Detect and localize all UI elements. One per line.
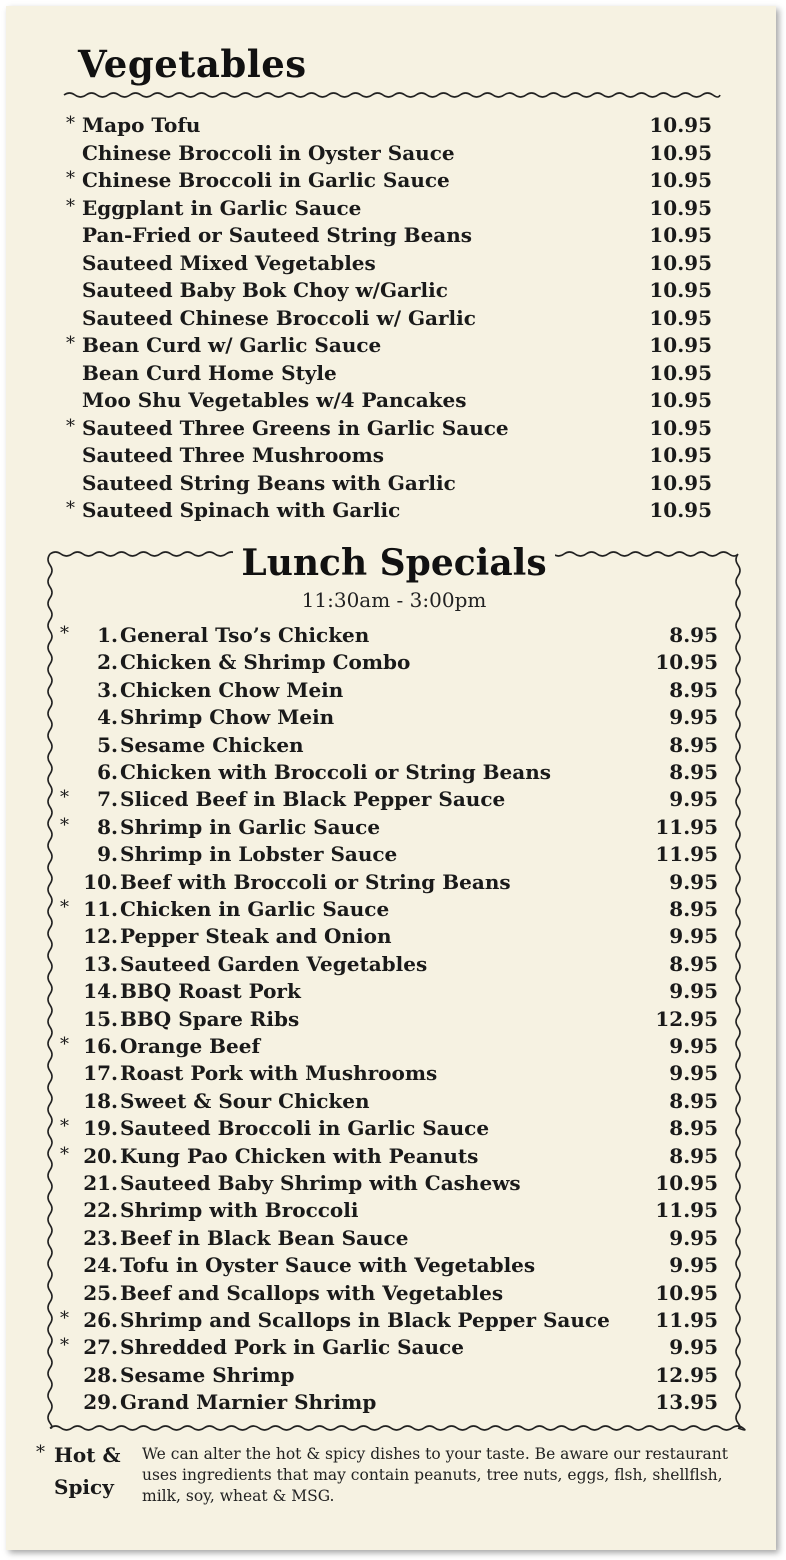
lunch-item [60,1280,728,1307]
item-number: 4. [97,705,118,730]
spicy-marker: * [66,168,75,189]
item-number: 9. [97,842,118,867]
item-name: Shrimp in Lobster Sauce [120,842,398,867]
item-price: 11.95 [655,1198,718,1223]
item-price: 9.95 [669,1034,718,1058]
item-name: Shrimp in Garlic Sauce [120,814,381,839]
item-price: 10.95 [655,1171,718,1195]
lunch-item [60,869,728,896]
item-number: 2. [97,650,118,675]
spicy-marker: * [66,195,75,217]
item-price: 10.95 [649,168,712,192]
lunch-hours: 11:30am - 3:00pm [301,588,487,612]
lunch-item [60,622,728,649]
spicy-marker: * [60,1335,69,1357]
item-number: 19. [83,1116,118,1141]
item-number: 10. [83,869,118,894]
item-number: 24. [83,1253,118,1278]
lunch-item [60,1115,728,1142]
item-name: Roast Pork with Mushrooms [120,1061,438,1086]
item-number: 1. [97,623,118,647]
item-price: 10.95 [649,470,712,495]
item-name: Beef with Broccoli or String Beans [120,869,511,894]
item-name: Kung Pao Chicken with Peanuts [120,1143,479,1168]
item-name: Shrimp and Scallops in Black Pepper Sauce [120,1308,610,1332]
lunch-item [60,1225,728,1252]
item-price: 9.95 [669,979,718,1004]
item-price: 10.95 [649,223,712,247]
item-name: Sesame Chicken [120,732,304,757]
item-name: Sweet & Sour Chicken [120,1088,370,1113]
item-price: 10.95 [649,333,712,357]
item-number: 20. [83,1143,118,1168]
spicy-marker: * [60,623,69,644]
item-price: 8.95 [669,1088,718,1113]
item-price: 9.95 [669,869,718,894]
item-name: Chicken & Shrimp Combo [120,650,411,675]
lunch-specials-box [42,542,746,1442]
menu-item [66,415,716,442]
lunch-item [60,896,728,923]
item-name: Mapo Tofu [82,113,201,137]
item-name: Sauteed Garden Vegetables [120,951,428,976]
item-number: 16. [83,1034,118,1058]
spicy-marker: * [66,498,75,519]
menu-item [66,497,716,524]
item-name: Bean Curd w/ Garlic Sauce [82,333,382,357]
item-number: 15. [83,1006,118,1031]
item-name: Beef in Black Bean Sauce [120,1225,409,1250]
menu-item [66,442,716,469]
menu-item [66,140,716,167]
lunch-item [60,732,728,759]
lunch-item [60,1088,728,1115]
spicy-marker: * [60,897,69,918]
lunch-item [60,704,728,731]
item-number: 13. [83,951,118,976]
item-name: Beef and Scallops with Vegetables [120,1280,504,1305]
item-number: 11. [83,897,118,921]
lunch-item [60,1033,728,1060]
item-price: 10.95 [649,360,712,385]
menu-item [66,195,716,222]
item-name: Sauteed Three Greens in Garlic Sauce [82,415,509,440]
menu-item [66,332,716,359]
item-price: 9.95 [669,1253,718,1278]
item-name: Chicken in Garlic Sauce [120,897,390,921]
lunch-specials-title: Lunch Specials [233,542,554,584]
item-name: Shredded Pork in Garlic Sauce [120,1335,464,1360]
item-name: Shrimp Chow Mein [120,705,335,730]
item-price: 9.95 [669,1335,718,1360]
item-name: Sauteed Chinese Broccoli w/ Garlic [82,305,476,330]
lunch-item [60,759,728,786]
lunch-item [60,951,728,978]
item-price: 12.95 [655,1362,718,1387]
item-number: 3. [97,677,118,702]
item-name: Sauteed Mixed Vegetables [82,250,376,275]
menu-item [66,222,716,249]
menu-item [66,250,716,277]
item-price: 10.95 [649,278,712,302]
lunch-item [60,1307,728,1334]
menu-item [66,305,716,332]
item-price: 8.95 [669,760,718,784]
menu-item [66,167,716,194]
item-number: 14. [83,979,118,1004]
lunch-item [60,1334,728,1361]
item-name: Sauteed Spinach with Garlic [82,498,401,522]
item-number: 26. [83,1308,118,1332]
item-name: Sesame Shrimp [120,1362,295,1387]
item-price: 8.95 [669,951,718,976]
item-price: 10.95 [649,415,712,440]
item-price: 12.95 [655,1006,718,1031]
menu-item [66,360,716,387]
item-name: Eggplant in Garlic Sauce [82,195,362,220]
item-price: 9.95 [669,924,718,949]
item-name: BBQ Roast Pork [120,979,301,1004]
item-number: 28. [83,1362,118,1387]
lunch-item [60,786,728,813]
item-price: 8.95 [669,732,718,757]
item-number: 27. [83,1335,118,1360]
item-name: Sliced Beef in Black Pepper Sauce [120,787,506,812]
item-number: 17. [83,1061,118,1086]
item-number: 12. [83,924,118,949]
item-price: 11.95 [655,1308,718,1332]
item-name: Chinese Broccoli in Garlic Sauce [82,168,450,192]
hot-spicy-star: * [36,1442,45,1463]
item-name: Chicken Chow Mein [120,677,344,702]
item-name: Sauteed Baby Bok Choy w/Garlic [82,278,448,302]
spicy-marker: * [60,1034,69,1055]
spicy-label: Spicy [54,1475,114,1499]
item-name: Sauteed Three Mushrooms [82,443,385,467]
item-name: Tofu in Oyster Sauce with Vegetables [120,1253,536,1278]
item-name: Shrimp with Broccoli [120,1198,359,1223]
item-price: 9.95 [669,787,718,812]
menu-item [66,387,716,414]
item-number: 29. [83,1390,118,1415]
lunch-item [60,1060,728,1087]
item-name: Moo Shu Vegetables w/4 Pancakes [82,388,467,412]
item-price: 10.95 [649,140,712,165]
lunch-item [60,1252,728,1279]
item-price: 9.95 [669,705,718,730]
lunch-item [60,1197,728,1224]
menu-item [66,470,716,497]
item-number: 7. [97,787,118,812]
spicy-marker: * [60,787,69,809]
hot-label: Hot & [54,1443,121,1467]
item-name: General Tso’s Chicken [120,623,370,647]
lunch-item [60,1362,728,1389]
lunch-item [60,814,728,841]
item-price: 13.95 [655,1390,718,1415]
item-name: Bean Curd Home Style [82,360,337,385]
item-price: 10.95 [655,650,718,675]
lunch-item [60,677,728,704]
item-price: 9.95 [669,1225,718,1250]
item-number: 8. [97,814,118,839]
lunch-item [60,1170,728,1197]
lunch-item [60,649,728,676]
item-number: 25. [83,1280,118,1305]
item-price: 8.95 [669,1116,718,1141]
lunch-item [60,1143,728,1170]
item-number: 6. [97,760,118,784]
lunch-item [60,923,728,950]
item-price: 10.95 [649,443,712,467]
item-price: 8.95 [669,1143,718,1168]
item-number: 5. [97,732,118,757]
spicy-marker: * [60,1143,69,1165]
item-price: 10.95 [649,113,712,137]
item-price: 10.95 [649,250,712,275]
lunch-item [60,978,728,1005]
item-name: Chicken with Broccoli or String Beans [120,760,552,784]
item-name: Pan-Fried or Sauteed String Beans [82,223,473,247]
item-name: Sauteed Broccoli in Garlic Sauce [120,1116,490,1141]
spicy-marker: * [66,113,75,134]
item-name: Sauteed Baby Shrimp with Cashews [120,1171,521,1195]
item-price: 8.95 [669,623,718,647]
item-price: 11.95 [655,814,718,839]
item-price: 10.95 [655,1280,718,1305]
spicy-marker: * [60,1308,69,1329]
item-name: Sauteed String Beans with Garlic [82,470,456,495]
item-name: BBQ Spare Ribs [120,1006,300,1031]
spicy-marker: * [66,333,75,354]
spicy-marker: * [60,1116,69,1138]
item-number: 21. [83,1171,118,1195]
lunch-item [60,841,728,868]
item-number: 18. [83,1088,118,1113]
menu-page [6,6,776,1550]
item-number: 23. [83,1225,118,1250]
vegetables-wavy-divider [62,88,722,102]
footer-note [36,1440,766,1520]
item-price: 10.95 [649,195,712,220]
item-price: 11.95 [655,842,718,867]
menu-item [66,112,716,139]
vegetables-title: Vegetables [78,42,307,86]
lunch-item [60,1389,728,1416]
spicy-marker: * [60,814,69,836]
item-name: Grand Marnier Shrimp [120,1390,377,1415]
item-price: 10.95 [649,498,712,522]
item-price: 10.95 [649,305,712,330]
item-name: Chinese Broccoli in Oyster Sauce [82,140,455,165]
item-name: Pepper Steak and Onion [120,924,392,949]
menu-item [66,277,716,304]
item-price: 8.95 [669,677,718,702]
item-price: 9.95 [669,1061,718,1086]
item-number: 22. [83,1198,118,1223]
lunch-item [60,1006,728,1033]
item-name: Orange Beef [120,1034,261,1058]
item-price: 8.95 [669,897,718,921]
allergen-note: We can alter the hot & spicy dishes to your taste. Be aware our restaurant uses ingredients that may contain peanuts, tree nuts, eggs, flsh, shellflsh, milk, soy, wheat & MSG. [142,1445,728,1505]
item-price: 10.95 [649,388,712,412]
spicy-marker: * [66,415,75,437]
